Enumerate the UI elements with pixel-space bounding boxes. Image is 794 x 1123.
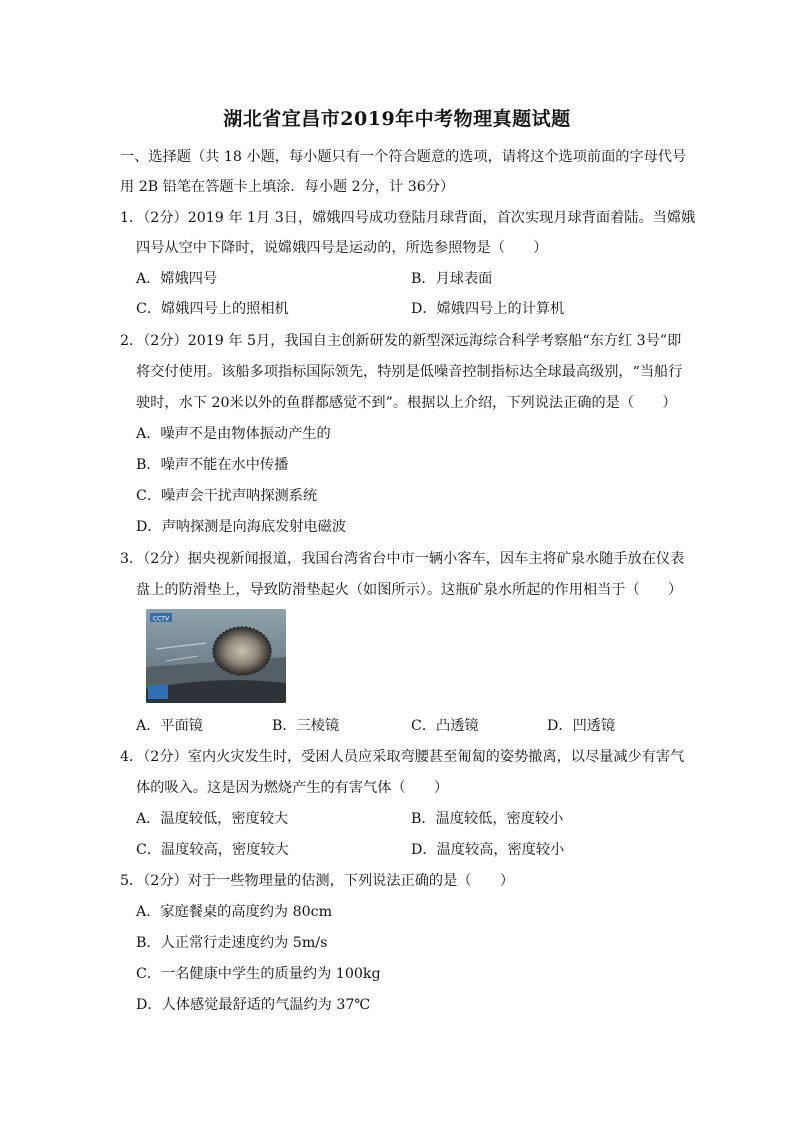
question-1-option-c: C．嫦娥四号上的照相机 [136, 301, 289, 317]
question-2-option-d: D．声呐探测是向海底发射电磁波 [136, 519, 347, 535]
question-5-option-a: A．家庭餐桌的高度约为 80cm [136, 904, 333, 920]
question-2-option-b: B．噪声不能在水中传播 [136, 457, 289, 473]
question-2-option-c: C．噪声会干扰声呐探测系统 [136, 488, 318, 504]
section-heading-line-2: 用 2B 铅笔在答题卡上填涂．每小题 2分，计 36分） [120, 179, 455, 195]
question-3-line-1: 3．（2分）据央视新闻报道，我国台湾省台中市一辆小客车，因车主将矿泉水随手放在仪表 [120, 551, 685, 567]
question-4-option-d: D．温度较高，密度较小 [411, 842, 565, 858]
dashboard-fire-photo [146, 609, 286, 703]
question-1-option-d: D．嫦娥四号上的计算机 [411, 301, 565, 317]
question-5-line-1: 5．（2分）对于一些物理量的估测，下列说法正确的是（ ） [120, 873, 515, 889]
question-2-line-1: 2．（2分）2019 年 5月，我国自主创新研发的新型深远海综合科学考察船“东方红 3号”即 [120, 333, 682, 349]
question-2-line-2: 将交付使用。该船多项指标国际领先，特别是低噪音控制指标达全球最高级别，“当船行 [136, 364, 683, 380]
question-3-line-2: 盘上的防滑垫上，导致防滑垫起火（如图所示）。这瓶矿泉水所起的作用相当于（ ） [136, 582, 683, 598]
question-4-option-b: B．温度较低，密度较小 [411, 811, 564, 827]
question-5-option-c: C．一名健康中学生的质量约为 100kg [136, 966, 381, 982]
question-3-option-b: B．三棱镜 [272, 718, 340, 734]
question-3-option-d: D．凹透镜 [547, 718, 616, 734]
dashboard-fire-illustration [146, 609, 286, 703]
question-4-option-c: C．温度较高，密度较大 [136, 842, 289, 858]
question-4-line-2: 体的吸入。这是因为燃烧产生的有害气体（ ） [136, 780, 449, 796]
question-3-option-a: A．平面镜 [136, 718, 203, 734]
page-title: 湖北省宜昌市2019年中考物理真题试题 [223, 108, 571, 130]
question-1-line-2: 四号从空中下降时，说嫦娥四号是运动的，所选参照物是（ ） [136, 240, 548, 256]
question-2-line-3: 驶时，水下 20米以外的鱼群都感觉不到”。根据以上介绍，下列说法正确的是（ ） [136, 395, 677, 411]
question-1-line-1: 1．（2分）2019 年 1月 3日，嫦娥四号成功登陆月球背面，首次实现月球背面着陆。当嫦娥 [120, 210, 696, 226]
section-heading-line-1: 一、选择题（共 18 小题，每小题只有一个符合题意的选项，请将这个选项前面的字母代号 [120, 149, 687, 165]
question-1-option-a: A．嫦娥四号 [136, 271, 218, 287]
question-4-option-a: A．温度较低，密度较大 [136, 811, 289, 827]
question-3-option-c: C．凸透镜 [411, 718, 479, 734]
cctv-logo: CCTV [152, 615, 170, 623]
question-1-option-b: B．月球表面 [411, 271, 493, 287]
question-5-option-b: B．人正常行走速度约为 5m/s [136, 935, 328, 951]
question-2-option-a: A．噪声不是由物体振动产生的 [136, 426, 331, 442]
question-5-option-d: D．人体感觉最舒适的气温约为 37℃ [136, 997, 371, 1013]
question-4-line-1: 4．（2分）室内火灾发生时，受困人员应采取弯腰甚至匍匐的姿势撤离，以尽量减少有害气 [120, 749, 685, 765]
